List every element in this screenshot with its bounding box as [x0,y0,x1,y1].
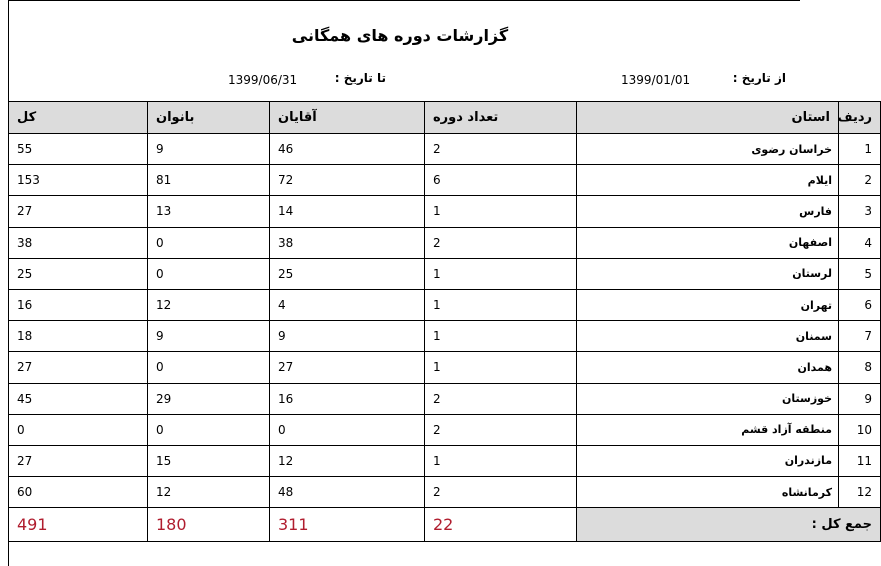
row-course-count: 1 [425,352,577,383]
row-idx: 6 [839,289,881,320]
row-idx: 8 [839,352,881,383]
row-men: 48 [270,477,425,508]
row-men: 9 [270,321,425,352]
row-idx: 11 [839,445,881,476]
row-province: ایلام [577,165,839,196]
row-men: 46 [270,134,425,165]
row-women: 29 [148,383,270,414]
header-women: بانوان [148,102,270,134]
row-women: 9 [148,134,270,165]
totals-row [9,508,881,542]
row-idx: 1 [839,134,881,165]
row-women: 0 [148,414,270,445]
row-province: کرمانشاه [577,477,839,508]
table-row [9,477,881,508]
row-total: 0 [9,414,148,445]
row-men: 12 [270,445,425,476]
row-province: سمنان [577,321,839,352]
from-date-value: 1399/01/01 [621,73,691,87]
row-idx: 7 [839,321,881,352]
row-women: 81 [148,165,270,196]
to-date-value: 1399/06/31 [228,73,298,87]
row-idx: 5 [839,258,881,289]
row-province: خوزستان [577,383,839,414]
row-total: 55 [9,134,148,165]
row-course-count: 2 [425,134,577,165]
row-men: 25 [270,258,425,289]
row-men: 72 [270,165,425,196]
table-body [9,134,881,508]
row-total: 18 [9,321,148,352]
to-date-label: تا تاریخ : [334,71,386,85]
row-total: 27 [9,352,148,383]
row-total: 25 [9,258,148,289]
row-course-count: 1 [425,258,577,289]
row-idx: 9 [839,383,881,414]
row-women: 9 [148,321,270,352]
row-total: 27 [9,196,148,227]
row-province: تهران [577,289,839,320]
header-men: آقایان [270,102,425,134]
row-province: فارس [577,196,839,227]
header-total: کل [9,102,148,134]
report-table [8,101,881,542]
header-idx: ردیف [839,102,881,134]
row-men: 4 [270,289,425,320]
totals-men: 311 [270,508,425,542]
row-idx: 12 [839,477,881,508]
row-province: همدان [577,352,839,383]
row-men: 0 [270,414,425,445]
from-date-label: از تاریخ : [732,71,786,85]
row-men: 27 [270,352,425,383]
table-row [9,352,881,383]
row-province: مازندران [577,445,839,476]
row-total: 153 [9,165,148,196]
row-province: اصفهان [577,227,839,258]
row-men: 16 [270,383,425,414]
row-total: 38 [9,227,148,258]
table-row [9,383,881,414]
table-row [9,289,881,320]
row-idx: 10 [839,414,881,445]
row-women: 0 [148,352,270,383]
row-women: 12 [148,289,270,320]
header-course-count: تعداد دوره [425,102,577,134]
table-row [9,134,881,165]
row-province: منطقه آزاد قشم [577,414,839,445]
row-women: 12 [148,477,270,508]
totals-label: جمع کل : [577,508,881,542]
row-total: 45 [9,383,148,414]
row-course-count: 1 [425,196,577,227]
table-row [9,414,881,445]
row-women: 0 [148,227,270,258]
table-row [9,445,881,476]
table-header-row [9,102,881,134]
row-course-count: 1 [425,289,577,320]
row-course-count: 2 [425,414,577,445]
row-course-count: 2 [425,477,577,508]
row-women: 15 [148,445,270,476]
row-total: 27 [9,445,148,476]
table-row [9,196,881,227]
row-province: خراسان رضوی [577,134,839,165]
row-course-count: 6 [425,165,577,196]
table-row [9,227,881,258]
table-row [9,321,881,352]
header-province: استان [577,102,839,134]
totals-women: 180 [148,508,270,542]
row-men: 14 [270,196,425,227]
row-province: لرستان [577,258,839,289]
row-course-count: 1 [425,321,577,352]
row-idx: 4 [839,227,881,258]
table-row [9,258,881,289]
row-women: 0 [148,258,270,289]
row-men: 38 [270,227,425,258]
row-idx: 3 [839,196,881,227]
table-row [9,165,881,196]
row-course-count: 2 [425,383,577,414]
row-course-count: 1 [425,445,577,476]
row-course-count: 2 [425,227,577,258]
totals-total: 491 [9,508,148,542]
report-title: گزارشات دوره های همگانی [291,26,509,45]
row-total: 16 [9,289,148,320]
row-idx: 2 [839,165,881,196]
totals-course-count: 22 [425,508,577,542]
row-total: 60 [9,477,148,508]
row-women: 13 [148,196,270,227]
